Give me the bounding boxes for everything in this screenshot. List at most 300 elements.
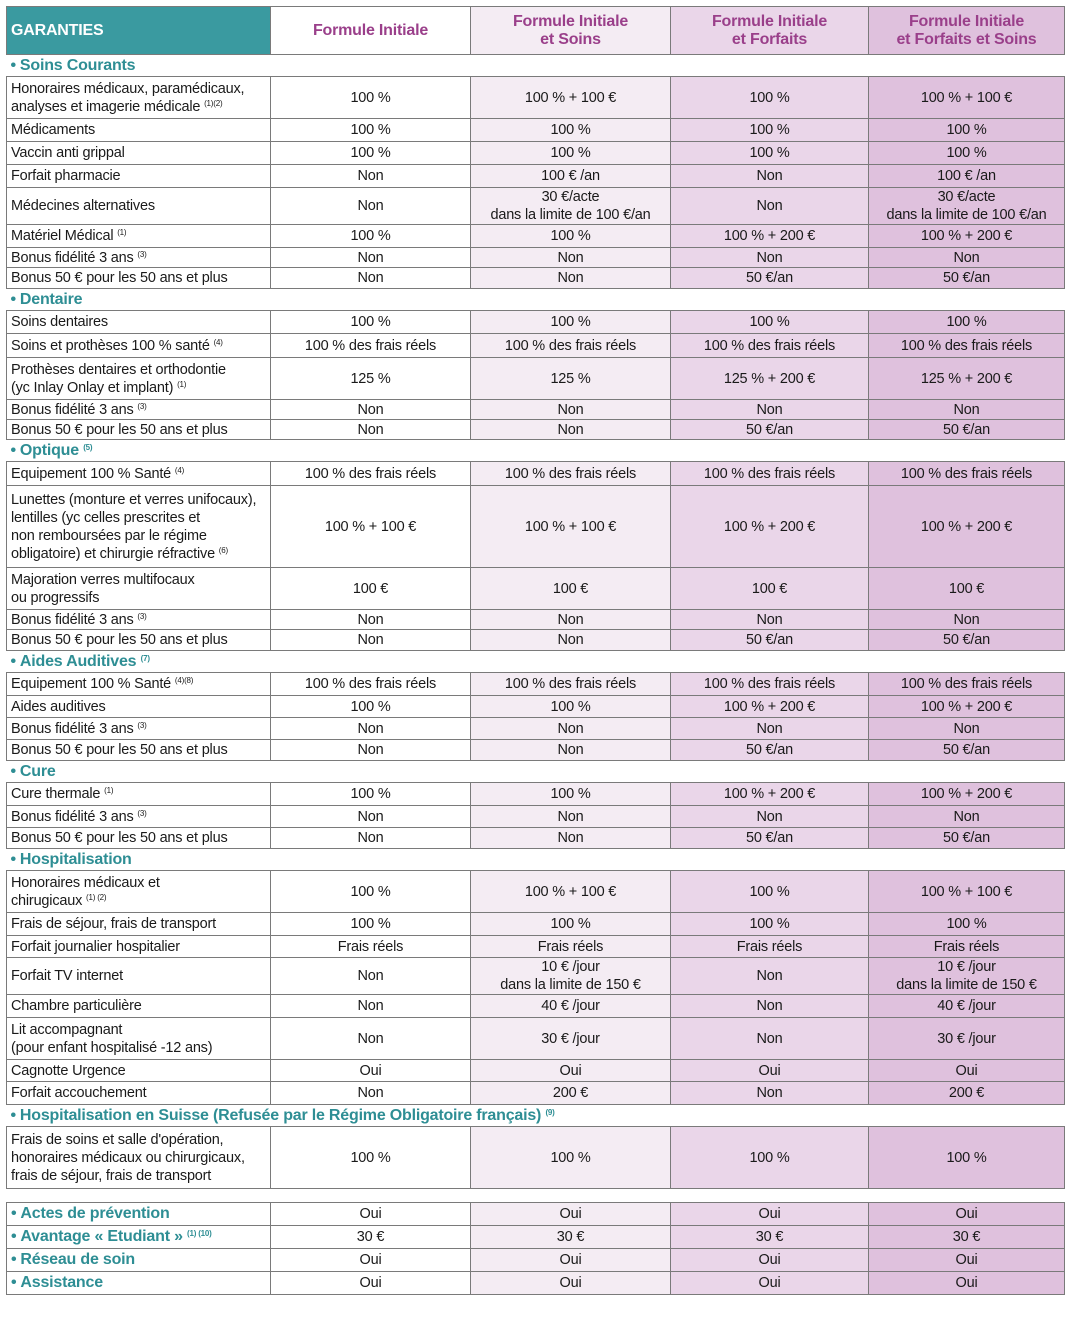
cell-value: 100 % + 200 €	[869, 225, 1065, 248]
cell-value: Non	[471, 420, 671, 440]
cell-value: 100 € /an	[471, 165, 671, 188]
row-label	[7, 248, 271, 268]
row-label-text: Chambre particulière	[11, 998, 142, 1014]
table-row	[7, 995, 1065, 1018]
row-label-text: Forfait journalier hospitalier	[11, 938, 180, 955]
table-row	[7, 936, 1065, 958]
row-label	[7, 1082, 271, 1105]
cell-value: Oui	[671, 1249, 869, 1272]
cell-value: 100 %	[671, 311, 869, 334]
row-label-text: Cagnotte Urgence	[11, 1062, 126, 1079]
table-row	[7, 311, 1065, 334]
cell-value: 100 € /an	[869, 165, 1065, 188]
cell-value: Non	[271, 268, 471, 289]
cell-value: Non	[671, 806, 869, 828]
cell-value: Frais réels	[271, 936, 471, 958]
cell-value: Non	[271, 400, 471, 420]
cell-value: Oui	[471, 1272, 671, 1295]
cell-value: Oui	[869, 1060, 1065, 1082]
table-row	[7, 1060, 1065, 1082]
cell-value: Oui	[671, 1060, 869, 1082]
table-row	[7, 696, 1065, 718]
footnote-ref: (3)	[137, 401, 147, 411]
cell-value: Non	[271, 1082, 471, 1105]
cell-value: 100 % des frais réels	[869, 462, 1065, 486]
cell-value: 100 %	[271, 77, 471, 119]
cell-value: 100 %	[471, 1127, 671, 1189]
table-row	[7, 142, 1065, 165]
row-label-text: Honoraires médicaux et chirugicaux	[11, 874, 160, 909]
footnote-ref: (9)	[545, 1107, 555, 1117]
cell-value: 100 €	[271, 568, 471, 610]
row-label-text: Matériel Médical	[11, 228, 114, 244]
row-label	[7, 188, 271, 225]
row-label-text: Soins dentaires	[11, 314, 108, 330]
table-row	[7, 673, 1065, 696]
row-label-text: Majoration verres multifocaux ou progressifs	[11, 571, 195, 606]
cell-value: 100 %	[271, 142, 471, 165]
cell-value: Non	[471, 400, 671, 420]
row-label	[7, 486, 271, 568]
cell-value: 30 €	[271, 1226, 471, 1249]
cell-value: 100 % des frais réels	[671, 462, 869, 486]
cell-value: Non	[471, 248, 671, 268]
cell-value: Non	[671, 1082, 869, 1105]
row-label-text: Bonus 50 € pour les 50 ans et plus	[11, 830, 228, 846]
row-label-text: Aides auditives	[11, 698, 106, 715]
row-label	[7, 311, 271, 334]
section-header	[7, 1105, 1065, 1127]
cell-value: 50 €/an	[671, 268, 869, 289]
cell-value: Non	[869, 400, 1065, 420]
bullet-icon: •	[10, 1106, 16, 1124]
cell-value: Oui	[671, 1272, 869, 1295]
cell-value: 10 € /jour dans la limite de 150 €	[869, 958, 1065, 995]
extra-label	[7, 1249, 271, 1272]
row-label	[7, 673, 271, 696]
table-row	[7, 119, 1065, 142]
row-label-text: Forfait pharmacie	[11, 168, 121, 184]
cell-value: Non	[869, 610, 1065, 630]
cell-value: Non	[671, 610, 869, 630]
cell-value: Non	[671, 400, 869, 420]
table-row	[7, 358, 1065, 400]
garanties-table	[6, 6, 1065, 1295]
row-label-text: Bonus 50 € pour les 50 ans et plus	[11, 270, 228, 286]
row-label	[7, 142, 271, 165]
row-label-text: Actes de prévention	[20, 1205, 170, 1222]
cell-value: 100 %	[671, 913, 869, 936]
row-label	[7, 225, 271, 248]
row-label-text: Soins et prothèses 100 % santé	[11, 337, 210, 354]
cell-value: 100 % des frais réels	[869, 673, 1065, 696]
cell-value: Non	[271, 806, 471, 828]
spacer-row	[7, 1189, 1065, 1203]
cell-value: Non	[471, 630, 671, 651]
row-label	[7, 740, 271, 761]
bullet-icon: •	[10, 441, 16, 459]
cell-value: 50 €/an	[869, 268, 1065, 289]
row-label	[7, 568, 271, 610]
cell-value: Oui	[271, 1249, 471, 1272]
cell-value: Oui	[671, 1203, 869, 1226]
section-title-cell	[7, 440, 1065, 462]
row-label	[7, 871, 271, 913]
cell-value: Oui	[471, 1203, 671, 1226]
row-label	[7, 828, 271, 849]
bullet-icon: •	[10, 850, 16, 868]
cell-value: 100 %	[671, 871, 869, 913]
cell-value: Non	[271, 610, 471, 630]
row-label-text: Lit accompagnant (pour enfant hospitalisé -12 ans)	[11, 1021, 213, 1056]
cell-value: 30 €	[671, 1226, 869, 1249]
row-label-text: Forfait accouchement	[11, 1085, 147, 1101]
row-label	[7, 462, 271, 486]
extra-row	[7, 1249, 1065, 1272]
section-header	[7, 761, 1065, 783]
row-label	[7, 913, 271, 936]
cell-value: 100 % + 100 €	[271, 486, 471, 568]
footnote-ref: (3)	[137, 611, 147, 621]
cell-value: Non	[671, 165, 869, 188]
table-row	[7, 783, 1065, 806]
cell-value: 100 %	[271, 225, 471, 248]
row-label-text: Assistance	[20, 1274, 103, 1291]
row-label-text: Bonus fidélité 3 ans	[11, 720, 134, 737]
section-title-cell	[7, 651, 1065, 673]
cell-value: 100 %	[271, 871, 471, 913]
row-label	[7, 610, 271, 630]
cell-value: Non	[869, 718, 1065, 740]
footnote-ref: (1) (2)	[86, 892, 107, 902]
table-row	[7, 630, 1065, 651]
table-body	[7, 55, 1065, 1295]
cell-value: 100 %	[271, 119, 471, 142]
row-label-text: Forfait TV internet	[11, 968, 123, 984]
table-row	[7, 77, 1065, 119]
cell-value: 30 €	[471, 1226, 671, 1249]
row-label-text: Frais de séjour, frais de transport	[11, 916, 216, 932]
cell-value: Non	[869, 806, 1065, 828]
cell-value: 100 % + 100 €	[869, 77, 1065, 119]
cell-value: Oui	[869, 1272, 1065, 1295]
cell-value: Non	[471, 268, 671, 289]
cell-value: 200 €	[471, 1082, 671, 1105]
bullet-icon: •	[11, 1251, 17, 1268]
cell-value: Frais réels	[869, 936, 1065, 958]
cell-value: 100 % des frais réels	[271, 462, 471, 486]
row-label-text: Equipement 100 % Santé	[11, 465, 172, 482]
cell-value: 100 % + 200 €	[869, 783, 1065, 806]
cell-value: 100 %	[869, 1127, 1065, 1189]
cell-value: 100 % + 100 €	[471, 486, 671, 568]
cell-value: Frais réels	[471, 936, 671, 958]
cell-value: Oui	[869, 1203, 1065, 1226]
row-label	[7, 958, 271, 995]
section-title: Hospitalisation	[19, 850, 132, 868]
spacer-cell	[7, 1189, 1065, 1203]
cell-value: 100 % des frais réels	[671, 673, 869, 696]
cell-value: Non	[471, 610, 671, 630]
cell-value: Non	[671, 718, 869, 740]
footnote-ref: (3)	[137, 808, 147, 818]
cell-value: 100 %	[671, 77, 869, 119]
cell-value: 100 %	[671, 119, 869, 142]
row-label	[7, 77, 271, 119]
table-row	[7, 958, 1065, 995]
table-row	[7, 188, 1065, 225]
header-formule-initiale-forfaits: Formule Initiale et Forfaits	[671, 7, 869, 55]
cell-value: 30 € /jour	[471, 1018, 671, 1060]
row-label	[7, 358, 271, 400]
cell-value: 100 %	[869, 913, 1065, 936]
cell-value: 100 %	[271, 311, 471, 334]
cell-value: 100 % + 200 €	[869, 486, 1065, 568]
cell-value: Frais réels	[671, 936, 869, 958]
bullet-icon: •	[10, 290, 16, 308]
section-title-cell	[7, 289, 1065, 311]
section-header	[7, 849, 1065, 871]
cell-value: 100 % + 100 €	[869, 871, 1065, 913]
row-label	[7, 420, 271, 440]
row-label	[7, 995, 271, 1018]
table-row	[7, 1082, 1065, 1105]
cell-value: Non	[271, 188, 471, 225]
section-title: Hospitalisation en Suisse (Refusée par le Régime Obligatoire français)	[19, 1106, 542, 1124]
cell-value: Oui	[271, 1060, 471, 1082]
footnote-ref: (6)	[218, 545, 228, 555]
section-title: Dentaire	[19, 290, 83, 308]
cell-value: 200 €	[869, 1082, 1065, 1105]
cell-value: Non	[671, 248, 869, 268]
cell-value: 50 €/an	[671, 828, 869, 849]
section-header	[7, 55, 1065, 77]
cell-value: Oui	[471, 1249, 671, 1272]
cell-value: 100 %	[271, 783, 471, 806]
footnote-ref: (3)	[137, 249, 147, 259]
cell-value: 100 % + 200 €	[671, 783, 869, 806]
bullet-icon: •	[10, 56, 16, 74]
cell-value: 100 %	[869, 119, 1065, 142]
cell-value: 30 €/acte dans la limite de 100 €/an	[471, 188, 671, 225]
footnote-ref: (1) (10)	[187, 1229, 212, 1238]
extra-row	[7, 1226, 1065, 1249]
cell-value: 100 % des frais réels	[271, 334, 471, 358]
table-row	[7, 248, 1065, 268]
cell-value: 100 %	[271, 1127, 471, 1189]
cell-value: 100 % + 100 €	[471, 871, 671, 913]
cell-value: 125 %	[471, 358, 671, 400]
row-label-text: Equipement 100 % Santé	[11, 676, 172, 692]
header-formule-initiale-forfaits-soins: Formule Initiale et Forfaits et Soins	[869, 7, 1065, 55]
row-label-text: Vaccin anti grippal	[11, 145, 125, 161]
cell-value: Non	[869, 248, 1065, 268]
cell-value: 100 % + 200 €	[671, 486, 869, 568]
cell-value: 100 %	[271, 696, 471, 718]
row-label	[7, 1127, 271, 1189]
section-title: Cure	[19, 762, 56, 780]
footnote-ref: (4)	[213, 337, 223, 347]
cell-value: 100 %	[671, 142, 869, 165]
cell-value: 100 % + 100 €	[471, 77, 671, 119]
cell-value: 40 € /jour	[471, 995, 671, 1018]
row-label-text: Bonus 50 € pour les 50 ans et plus	[11, 421, 228, 438]
cell-value: Oui	[471, 1060, 671, 1082]
cell-value: 100 %	[471, 119, 671, 142]
row-label-text: Cure thermale	[11, 786, 101, 802]
cell-value: 100 €	[671, 568, 869, 610]
row-label	[7, 334, 271, 358]
cell-value: 30 €/acte dans la limite de 100 €/an	[869, 188, 1065, 225]
cell-value: Non	[271, 1018, 471, 1060]
cell-value: 100 % + 200 €	[671, 225, 869, 248]
row-label-text: Bonus 50 € pour les 50 ans et plus	[11, 632, 228, 648]
table-row	[7, 420, 1065, 440]
section-title-cell	[7, 1105, 1065, 1127]
cell-value: 100 €	[471, 568, 671, 610]
row-label	[7, 1018, 271, 1060]
bullet-icon: •	[11, 1274, 17, 1291]
cell-value: Non	[471, 828, 671, 849]
table-row	[7, 718, 1065, 740]
cell-value: 125 % + 200 €	[671, 358, 869, 400]
footnote-ref: (3)	[137, 720, 147, 730]
section-header	[7, 440, 1065, 462]
bullet-icon: •	[10, 652, 16, 670]
row-label-text: Bonus 50 € pour les 50 ans et plus	[11, 742, 228, 758]
garanties-table-container	[6, 6, 1064, 1324]
header-garanties: GARANTIES	[7, 7, 271, 55]
row-label	[7, 806, 271, 828]
footnote-ref: (1)	[177, 379, 187, 389]
cell-value: 100 %	[471, 783, 671, 806]
cell-value: Non	[271, 420, 471, 440]
cell-value: Non	[471, 718, 671, 740]
cell-value: Non	[471, 806, 671, 828]
cell-value: 50 €/an	[671, 420, 869, 440]
table-row	[7, 400, 1065, 420]
extra-label	[7, 1226, 271, 1249]
table-row	[7, 1127, 1065, 1189]
cell-value: 100 % des frais réels	[471, 673, 671, 696]
extra-row	[7, 1272, 1065, 1295]
cell-value: Non	[671, 958, 869, 995]
row-label-text: Bonus fidélité 3 ans	[11, 401, 134, 418]
section-title-cell	[7, 849, 1065, 871]
cell-value: 125 %	[271, 358, 471, 400]
cell-value: 100 % des frais réels	[671, 334, 869, 358]
cell-value: 100 %	[869, 311, 1065, 334]
cell-value: 50 €/an	[671, 740, 869, 761]
cell-value: 50 €/an	[869, 420, 1065, 440]
footnote-ref: (1)(2)	[204, 98, 223, 108]
extra-label	[7, 1272, 271, 1295]
cell-value: Non	[271, 995, 471, 1018]
table-row	[7, 1018, 1065, 1060]
row-label-text: Lunettes (monture et verres unifocaux), lentilles (yc celles prescrites et non remboursées par le régime obligatoire) et chirurgie réfractive	[11, 491, 257, 562]
extra-label	[7, 1203, 271, 1226]
table-row	[7, 806, 1065, 828]
cell-value: 100 % + 200 €	[869, 696, 1065, 718]
cell-value: 30 € /jour	[869, 1018, 1065, 1060]
row-label-text: Frais de soins et salle d'opération, honoraires médicaux ou chirurgicaux, frais de séjour, frais de transport	[11, 1131, 245, 1184]
cell-value: 100 % des frais réels	[869, 334, 1065, 358]
section-title: Aides Auditives	[19, 652, 137, 670]
section-header	[7, 289, 1065, 311]
footnote-ref: (1)	[104, 786, 114, 795]
cell-value: 50 €/an	[671, 630, 869, 651]
section-title-cell	[7, 761, 1065, 783]
cell-value: 50 €/an	[869, 828, 1065, 849]
cell-value: Oui	[271, 1272, 471, 1295]
section-header	[7, 651, 1065, 673]
cell-value: 100 %	[471, 311, 671, 334]
table-row	[7, 740, 1065, 761]
section-title: Optique	[19, 441, 79, 459]
cell-value: Non	[671, 1018, 869, 1060]
cell-value: 100 %	[471, 696, 671, 718]
row-label	[7, 400, 271, 420]
section-title-cell	[7, 55, 1065, 77]
cell-value: 100 % des frais réels	[471, 462, 671, 486]
cell-value: 100 %	[471, 913, 671, 936]
footnote-ref: (5)	[83, 442, 93, 452]
cell-value: Non	[271, 740, 471, 761]
row-label-text: Réseau de soin	[20, 1251, 135, 1268]
cell-value: Non	[271, 630, 471, 651]
table-row	[7, 486, 1065, 568]
cell-value: Non	[271, 958, 471, 995]
cell-value: 100 % + 200 €	[671, 696, 869, 718]
cell-value: Non	[271, 828, 471, 849]
header-formule-initiale: Formule Initiale	[271, 7, 471, 55]
row-label	[7, 165, 271, 188]
cell-value: 40 € /jour	[869, 995, 1065, 1018]
row-label-text: Bonus fidélité 3 ans	[11, 249, 134, 266]
footnote-ref: (4)(8)	[174, 676, 194, 685]
cell-value: 100 % des frais réels	[471, 334, 671, 358]
footnote-ref: (4)	[174, 465, 185, 475]
bullet-icon: •	[11, 1205, 17, 1222]
cell-value: Oui	[271, 1203, 471, 1226]
row-label-text: Médecines alternatives	[11, 198, 155, 214]
cell-value: 100 % des frais réels	[271, 673, 471, 696]
bullet-icon: •	[10, 762, 16, 780]
table-row	[7, 334, 1065, 358]
table-row	[7, 165, 1065, 188]
row-label-text: Prothèses dentaires et orthodontie (yc Inlay Onlay et implant)	[11, 361, 226, 396]
table-row	[7, 568, 1065, 610]
cell-value: Non	[271, 248, 471, 268]
cell-value: 100 €	[869, 568, 1065, 610]
row-label	[7, 119, 271, 142]
row-label-text: Bonus fidélité 3 ans	[11, 808, 134, 825]
row-label	[7, 630, 271, 651]
cell-value: 100 %	[869, 142, 1065, 165]
cell-value: 100 %	[471, 225, 671, 248]
cell-value: 100 %	[671, 1127, 869, 1189]
row-label-text: Bonus fidélité 3 ans	[11, 611, 134, 628]
table-row	[7, 871, 1065, 913]
row-label	[7, 268, 271, 289]
cell-value: 50 €/an	[869, 740, 1065, 761]
row-label	[7, 718, 271, 740]
cell-value: 50 €/an	[869, 630, 1065, 651]
cell-value: 30 €	[869, 1226, 1065, 1249]
cell-value: Non	[671, 995, 869, 1018]
row-label	[7, 936, 271, 958]
cell-value: 10 € /jour dans la limite de 150 €	[471, 958, 671, 995]
